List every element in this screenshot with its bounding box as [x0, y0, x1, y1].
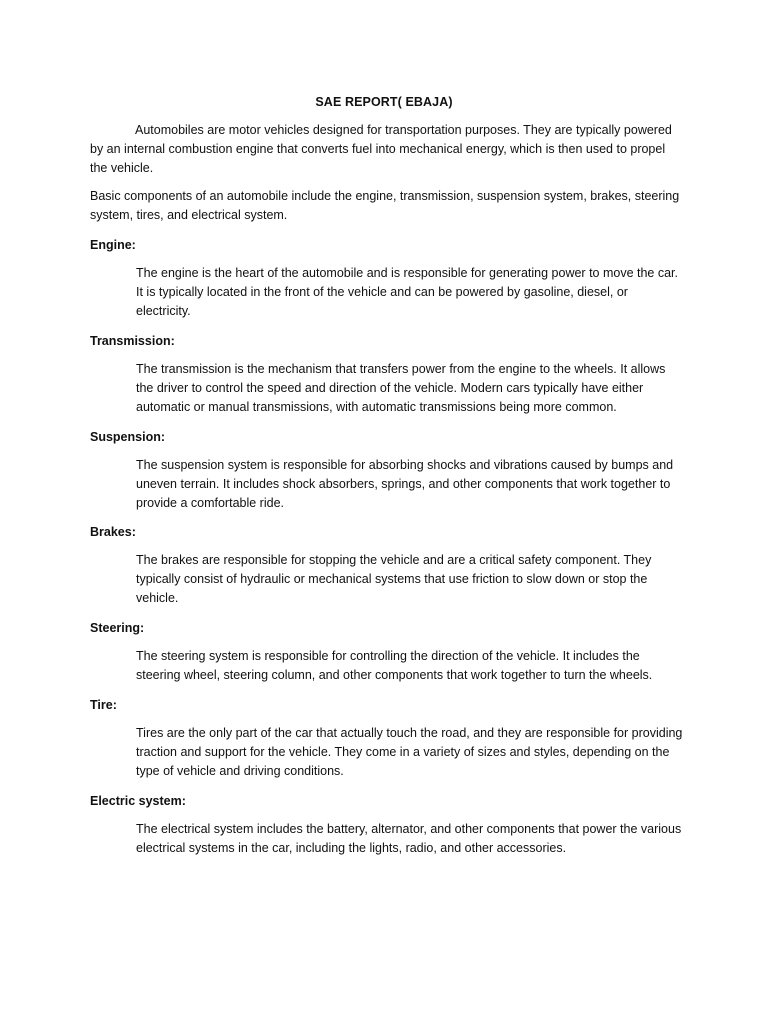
document-title: SAE REPORT( EBAJA) — [315, 95, 453, 109]
section-heading-steering: Steering: — [90, 621, 145, 635]
section-heading-tire: Tire: — [90, 698, 117, 712]
section-body-electric-system: The electrical system includes the battery, alternator, and other components that power the various electrical systems in the car, including the lights, radio, and other accessories. — [136, 822, 682, 856]
section-heading-transmission: Transmission: — [90, 334, 175, 348]
components-paragraph: Basic components of an automobile include the engine, transmission, suspension system, brakes, steering system, tires, and electrical system. — [90, 189, 680, 222]
section-body-tire: Tires are the only part of the car that actually touch the road, and they are responsible for providing traction and support for the vehicle. They come in a variety of sizes and styles, depending on the type of vehicle and driving conditions. — [136, 726, 683, 779]
section-body-transmission: The transmission is the mechanism that transfers power from the engine to the wheels. It allows the driver to control the speed and direction of the vehicle. Modern cars typically have either automatic or manual transmissions, with automatic transmissions being more common. — [136, 362, 666, 415]
section-body-brakes: The brakes are responsible for stopping the vehicle and are a critical safety component. They typically consist of hydraulic or mechanical systems that use friction to slow down or stop the vehicle. — [136, 553, 652, 606]
section-heading-electric-system: Electric system: — [90, 794, 186, 808]
section-body-suspension: The suspension system is responsible for absorbing shocks and vibrations caused by bumps and uneven terrain. It includes shock absorbers, springs, and other components that work together to provide a comfortable ride. — [136, 458, 674, 511]
section-body-engine: The engine is the heart of the automobile and is responsible for generating power to move the car. It is typically located in the front of the vehicle and can be powered by gasoline, diesel, or electricity. — [136, 266, 678, 319]
section-body-steering: The steering system is responsible for controlling the direction of the vehicle. It includes the steering wheel, steering column, and other components that work together to turn the wheels. — [136, 649, 653, 683]
section-heading-brakes: Brakes: — [90, 525, 136, 539]
section-heading-engine: Engine: — [90, 238, 136, 252]
intro-paragraph: Automobiles are motor vehicles designed for transportation purposes. They are typically powered by an internal combustion engine that converts fuel into mechanical energy, which is then used to propel the vehicle. — [90, 123, 672, 175]
section-heading-suspension: Suspension: — [90, 430, 166, 444]
